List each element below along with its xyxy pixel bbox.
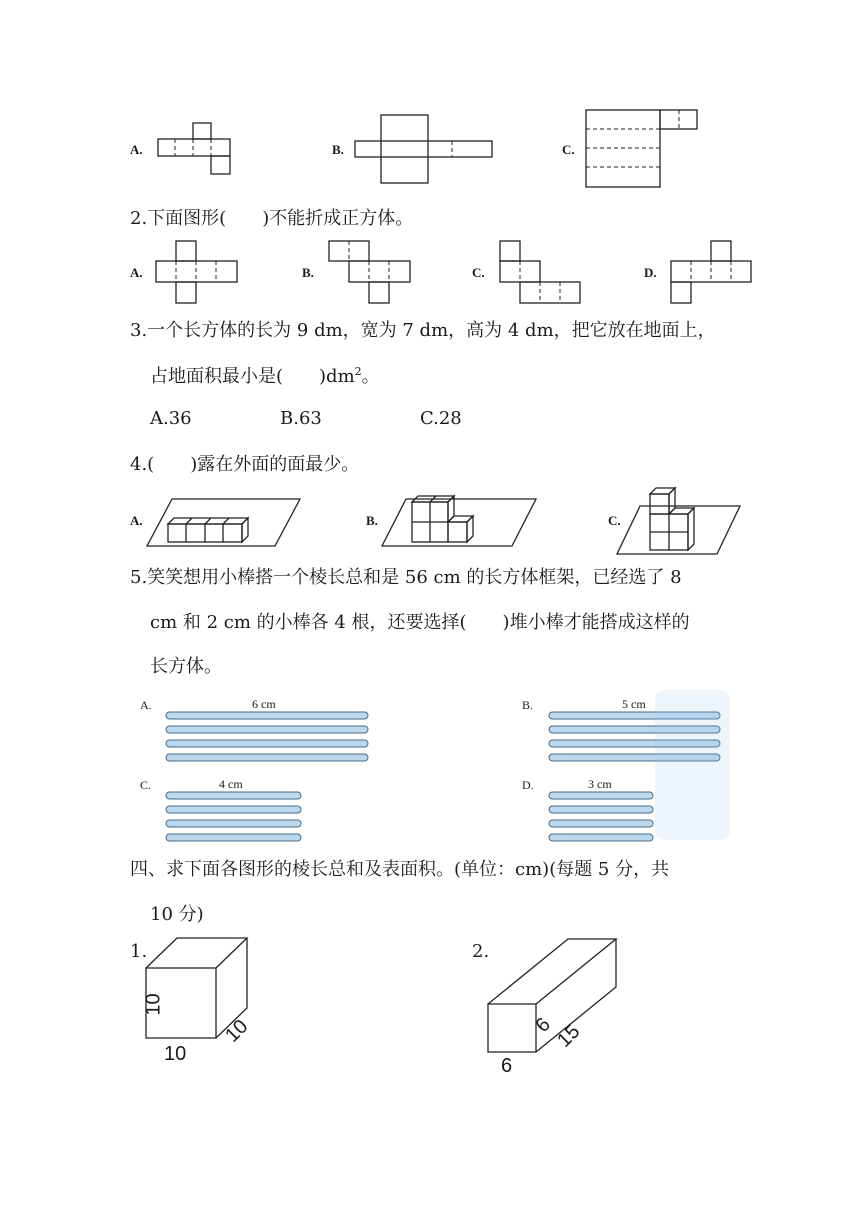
q4-figure-c [617, 488, 740, 554]
q5-stick-c-length: 4 cm [219, 777, 243, 791]
q4-option-c-label: C. [608, 513, 621, 528]
q5-stick-b-length: 5 cm [622, 697, 646, 711]
q5-stick-d-length: 3 cm [588, 777, 612, 791]
figure1-number: 1. [130, 941, 148, 962]
section4-heading-line1: 四、求下面各图形的棱长总和及表面积。(单位：cm)(每题 5 分，共 [130, 859, 670, 880]
q2-stem: 2.下面图形( )不能折成正方体。 [130, 208, 414, 229]
q5-sticks-d [549, 792, 653, 841]
q4-option-b-label: B. [366, 513, 378, 528]
q2-option-a-label: A. [130, 265, 143, 280]
q2-net-b [329, 241, 410, 303]
q5-line1: 5.笑笑想用小棒搭一个棱长总和是 56 cm 的长方体框架，已经选了 8 [130, 567, 682, 588]
q5-line2: cm 和 2 cm 的小棒各 4 根，还要选择( )堆小棒才能搭成这样的 [150, 612, 690, 633]
cube-depth-label: 10 [221, 1015, 253, 1047]
q1-net-b [355, 115, 492, 183]
q3-superscript: 2 [354, 365, 362, 378]
q2-option-b-label: B. [302, 265, 314, 280]
q2-option-c-label: C. [472, 265, 485, 280]
q3-line2-end: 。 [361, 366, 380, 387]
q5-option-c-label: C. [140, 778, 152, 792]
q3-option-b: B.63 [280, 408, 322, 429]
q2-option-d-label: D. [644, 265, 657, 280]
q5-sticks-c [166, 792, 301, 841]
cuboid-width-label: 6 [501, 1055, 513, 1077]
cuboid-length-label: 15 [553, 1020, 585, 1052]
q3-line2-text: 占地面积最小是( )dm [150, 366, 355, 387]
q3-line2 [150, 366, 380, 386]
q2-net-c [500, 241, 580, 303]
q5-stick-a-length: 6 cm [252, 697, 276, 711]
q3-option-a: A.36 [150, 408, 192, 429]
cuboid-height-label: 6 [531, 1013, 555, 1037]
q4-figure-a [147, 499, 300, 546]
q4-stem: 4.( )露在外面的面最少。 [130, 454, 360, 475]
q3-option-c: C.28 [420, 408, 462, 429]
q1-option-c-label: C. [562, 142, 575, 157]
q4-option-a-label: A. [130, 513, 143, 528]
q5-option-d-label: D. [522, 778, 534, 792]
watermark-logo [655, 690, 730, 840]
q5-option-b-label: B. [522, 698, 534, 712]
cube-height-label: 10 [142, 993, 165, 1016]
q4-figure-b [382, 496, 536, 546]
q1-option-a-label: A. [130, 142, 143, 157]
q1-option-b-label: B. [332, 142, 344, 157]
q5-sticks-a [166, 712, 368, 761]
q1-net-c [586, 110, 697, 187]
cube-width-label: 10 [164, 1043, 187, 1065]
q2-net-d [671, 241, 751, 303]
cuboid-figure [488, 939, 616, 1052]
q5-line3: 长方体。 [150, 656, 222, 677]
q5-option-a-label: A. [140, 698, 152, 712]
section4-heading-line2: 10 分) [150, 904, 204, 925]
figure2-number: 2. [472, 941, 490, 962]
q2-net-a [156, 241, 237, 303]
q1-net-a [158, 123, 230, 174]
q3-line1: 3.一个长方体的长为 9 dm，宽为 7 dm，高为 4 dm，把它放在地面上， [130, 320, 716, 341]
